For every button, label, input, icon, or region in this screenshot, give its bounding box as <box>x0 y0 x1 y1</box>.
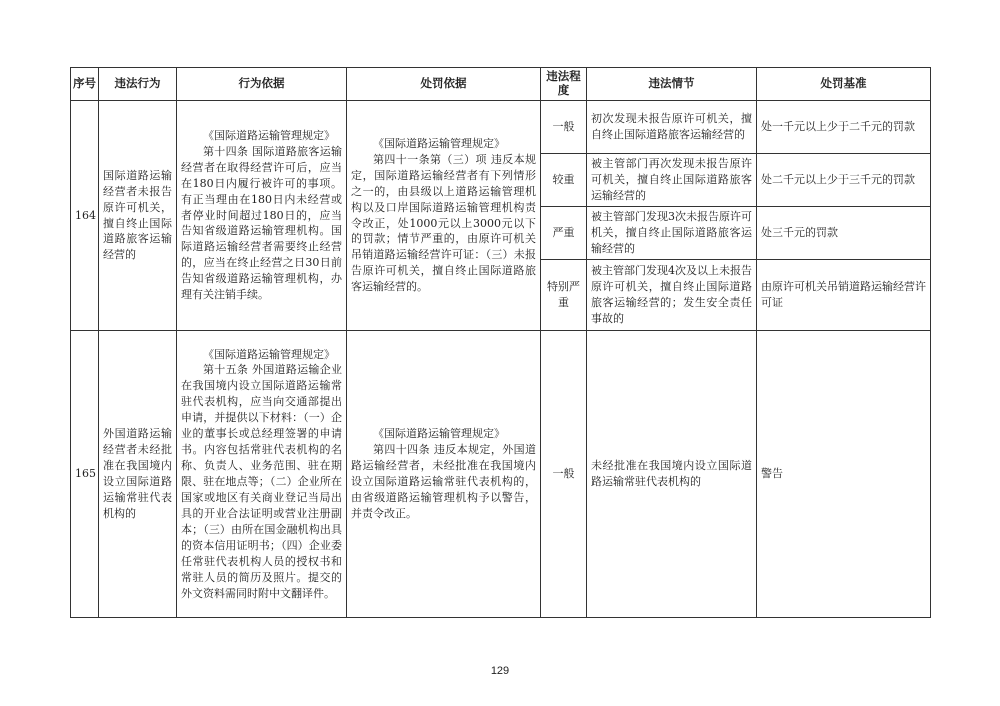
page-number: 129 <box>490 665 510 677</box>
penalty-title: 《国际道路运输管理规定》 <box>373 427 505 441</box>
header-basis: 行为依据 <box>177 68 347 101</box>
table-row <box>71 101 931 154</box>
row-number: 164 <box>71 101 99 331</box>
table-row <box>71 331 931 618</box>
standard-cell: 警告 <box>757 331 931 618</box>
circumstance-cell: 被主管部门发现3次未报告原许可机关，擅自终止国际道路旅客运输经营的 <box>587 207 757 260</box>
basis-cell <box>177 331 347 618</box>
penalty-table <box>70 67 931 618</box>
standard-cell: 由原许可机关吊销道路运输经营许可证 <box>757 260 931 331</box>
basis-text: 第十四条 国际道路旅客运输经营者在取得经营许可后，应当在180日内履行被许可的事项。有正当理由在180日内未经营或者停业时间超过180日的，应当告知省级道路运输管理机构。国际道路运输经营者需要终止经营的，应当在终止经营之日30日前告知省级道路运输管理机构，办理有关注销手续。 <box>181 144 342 302</box>
penalty-text: 第四十四条 违反本规定，外国道路运输经营者，未经批准在我国境内设立国际道路运输常驻代表机构的，由省级道路运输管理机构予以警告，并责令改正。 <box>351 443 536 520</box>
degree-cell: 一般 <box>541 331 587 618</box>
circumstance-cell: 被主管部门发现4次及以上未报告原许可机关，擅自终止国际道路旅客运输经营的；发生安全责任事故的 <box>587 260 757 331</box>
header-degree: 违法程度 <box>541 68 587 101</box>
row-number: 165 <box>71 331 99 618</box>
header-standard: 处罚基准 <box>757 68 931 101</box>
table-header-row <box>71 68 931 101</box>
penalty-basis-cell <box>347 331 541 618</box>
penalty-title: 《国际道路运输管理规定》 <box>373 136 505 150</box>
circumstance-cell: 未经批准在我国境内设立国际道路运输常驻代表机构的 <box>587 331 757 618</box>
standard-cell: 处一千元以上少于二千元的罚款 <box>757 101 931 154</box>
basis-title: 《国际道路运输管理规定》 <box>203 347 335 361</box>
violation-cell: 国际道路运输经营者未报告原许可机关，擅自终止国际道路旅客运输经营的 <box>99 101 177 331</box>
header-violation: 违法行为 <box>99 68 177 101</box>
standard-cell: 处三千元的罚款 <box>757 207 931 260</box>
penalty-basis-cell <box>347 101 541 331</box>
violation-cell: 外国道路运输经营者未经批准在我国境内设立国际道路运输常驻代表机构的 <box>99 331 177 618</box>
penalty-text: 第四十一条第（三）项 违反本规定，国际道路运输经营者有下列情形之一的，由县级以上道路运输管理机构以及口岸国际道路运输管理机构责令改正，处1000元以上3000元以下的罚款；情节严重的，由原许可机关吊销道路运输经营许可证：（三）未报告原许可机关，擅自终止国际道路旅客运输经营的。 <box>351 152 536 294</box>
degree-cell: 特别严重 <box>541 260 587 331</box>
standard-cell: 处二千元以上少于三千元的罚款 <box>757 154 931 207</box>
degree-cell: 严重 <box>541 207 587 260</box>
header-no: 序号 <box>71 68 99 101</box>
header-circumstance: 违法情节 <box>587 68 757 101</box>
circumstance-cell: 被主管部门再次发现未报告原许可机关，擅自终止国际道路旅客运输经营的 <box>587 154 757 207</box>
circumstance-cell: 初次发现未报告原许可机关，擅自终止国际道路旅客运输经营的 <box>587 101 757 154</box>
degree-cell: 较重 <box>541 154 587 207</box>
basis-text: 第十五条 外国道路运输企业在我国境内设立国际道路运输常驻代表机构，应当向交通部提出申请，并提供以下材料：（一）企业的董事长或总经理签署的申请书。内容包括常驻代表机构的名称、负责人、业务范围、驻在期限、驻在地点等；（二）企业所在国家或地区有关商业登记当局出具的开业合法证明或营业注册副本；（三）由所在国金融机构出具的资本信用证明书；（四）企业委任常驻代表机构人员的授权书和常驻人员的简历及照片。提交的外文资料需同时附中文翻译件。 <box>181 363 342 600</box>
header-penalty-basis: 处罚依据 <box>347 68 541 101</box>
basis-title: 《国际道路运输管理规定》 <box>203 128 335 142</box>
degree-cell: 一般 <box>541 101 587 154</box>
basis-cell <box>177 101 347 331</box>
